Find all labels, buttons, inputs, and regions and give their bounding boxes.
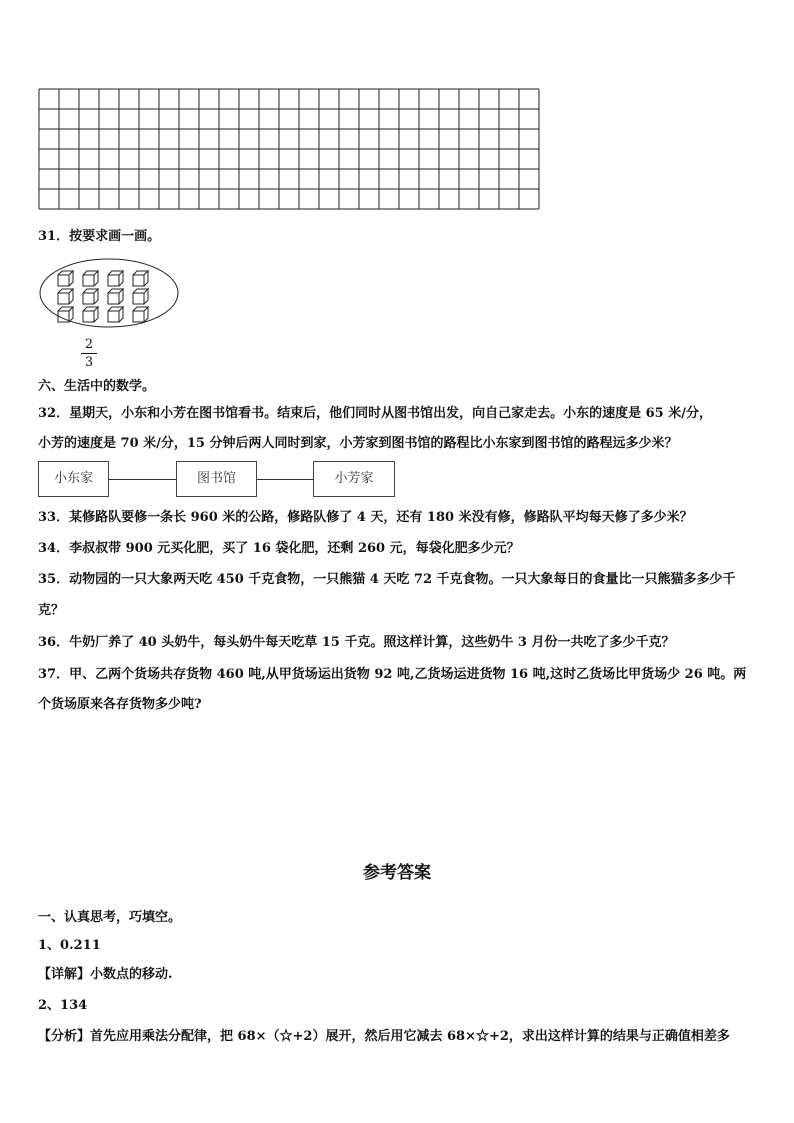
cube-icon	[83, 289, 98, 304]
cube-icon	[133, 271, 148, 286]
cube-icon	[108, 271, 123, 286]
answer-1: 1、0.211	[38, 938, 101, 953]
question-32-line-1: 32．星期天，小东和小芳在图书馆看书。结束后，他们同时从图书馆出发，向自己家走去。小东的速度是 65 米/分，	[38, 406, 712, 421]
cube-icon	[83, 307, 98, 322]
cube-icon	[108, 307, 123, 322]
question-34: 34．李叔叔带 900 元买化肥，买了 16 袋化肥，还剩 260 元，每袋化肥多少元？	[38, 541, 520, 556]
diagram-box-xiaofang-home: 小芳家	[313, 461, 395, 497]
cube-icon	[58, 271, 73, 286]
cube-icon	[58, 289, 73, 304]
fraction-two-thirds	[78, 337, 100, 370]
cube-icon	[133, 289, 148, 304]
question-32-line-2: 小芳的速度是 70 米/分，15 分钟后两人同时到家，小芳家到图书馆的路程比小东家到图书馆的路程远多少米？	[38, 436, 678, 451]
fraction-denominator: 3	[84, 355, 94, 370]
cube-icon	[133, 307, 148, 322]
answer-1-detail: 【详解】小数点的移动.	[38, 967, 173, 982]
fraction-numerator: 2	[84, 337, 94, 352]
question-31: 31．按要求画一画。	[38, 229, 161, 244]
question-37-line-1: 37．甲、乙两个货场共存货物 460 吨,从甲货场运出货物 92 吨,乙货场运进货物 16 吨,这时乙货场比甲货场少 26 吨。两	[38, 667, 747, 682]
question-37-line-2: 个货场原来各存货物多少吨?	[38, 697, 202, 712]
diagram-box-library: 图书馆	[176, 461, 257, 497]
answer-2: 2、134	[38, 998, 88, 1013]
question-35-line-1: 35．动物园的一只大象两天吃 450 千克食物，一只熊猫 4 天吃 72 千克食物。一只大象每日的食量比一只熊猫多多少千	[38, 572, 736, 587]
fraction-bar	[81, 353, 97, 354]
question-36: 36．牛奶厂养了 40 头奶牛，每头奶牛每天吃草 15 千克。照这样计算，这些奶牛 3 月份一共吃了多少千克？	[38, 635, 675, 650]
answer-2-analysis: 【分析】首先应用乘法分配律，把 68×（☆+2）展开，然后用它减去 68×☆+2，求出这样计算的结果与正确值相差多	[38, 1029, 730, 1044]
diagram-connector-right	[257, 479, 313, 480]
question-33: 33．某修路队要修一条长 960 米的公路，修路队修了 4 天，还有 180 米没有修，修路队平均每天修了多少米？	[38, 510, 693, 525]
cube-icon	[83, 271, 98, 286]
cube-set-ellipse	[38, 257, 180, 329]
diagram-box-xiaodong-home: 小东家	[38, 461, 109, 497]
answers-section-1: 一、认真思考，巧填空。	[38, 910, 182, 925]
answers-title: 参考答案	[363, 863, 431, 883]
cube-icon	[108, 289, 123, 304]
question-35-line-2: 克？	[38, 603, 65, 618]
diagram-connector-left	[109, 479, 176, 480]
grid-paper	[38, 88, 540, 210]
section-6-heading: 六、生活中的数学。	[38, 379, 156, 394]
